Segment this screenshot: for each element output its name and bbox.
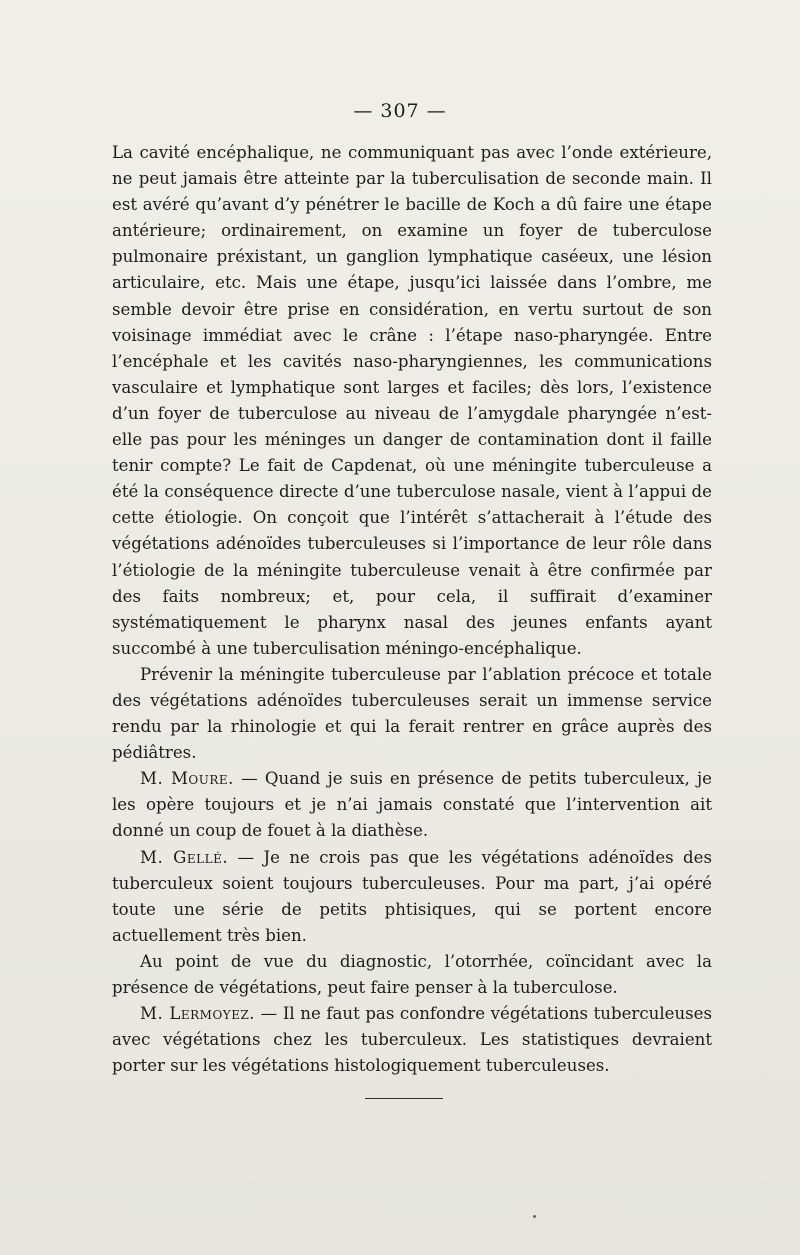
section-rule bbox=[365, 1098, 443, 1099]
speaker-name: M. Moure. bbox=[140, 769, 234, 789]
body-text bbox=[112, 140, 712, 1079]
paragraph-gelle bbox=[112, 845, 712, 949]
speaker-text: — Quand je suis en présence de petits tuberculeux, je les opère toujours et je n’ai jamais constaté que l’intervention ait donné un coup de fouet à la diathèse. bbox=[112, 769, 712, 841]
speaker-name: M. Lermoyez. bbox=[140, 1004, 256, 1024]
speaker-text: — Je ne crois pas que les végétations adénoïdes des tuberculeux soient toujours tuberculeuses. Pour ma part, j’ai opéré toute une série de petits phtisiques, qui se portent encore actuellement très bien. bbox=[112, 847, 712, 945]
page-number: — 307 — bbox=[353, 100, 447, 122]
speaker-name: M. Gellé. bbox=[140, 847, 229, 867]
paragraph-prevenir: Prévenir la méningite tuberculeuse par l’ablation précoce et totale des végétations adénoïdes tuberculeuses serait un immense service rendu par la rhinologie et qui la ferait rentrer en grâce auprès des pédiâtres. bbox=[112, 664, 712, 763]
paragraph-moure bbox=[112, 766, 712, 844]
paragraph-lermoyez bbox=[112, 1001, 712, 1079]
paragraph-cavite: La cavité encéphalique, ne communiquant pas avec l’onde extérieure, ne peut jamais être atteinte par la tuberculisation de seconde main. Il est avéré qu’avant d’y pénétrer le bacille de Koch a dû faire une étape antérieure; ordinairement, on examine un foyer de tuberculose pulmonaire préxistant, un ganglion lymphatique caséeux, une lésion articulaire, etc. Mais une étape, jusqu’ici laissée dans l’ombre, me semble devoir être prise en considération, en vertu surtout de son voisinage immédiat avec le crâne : l’étape naso-pharyngée. Entre l’encéphale et les cavités naso-pharyngiennes, les communications vasculaire et lymphatique sont larges et faciles; dès lors, l’existence d’un foyer de tuberculose au niveau de l’amygdale pharyngée n’est-elle pas pour les méninges un danger de contamination dont il faille tenir compte? Le fait de Capdenat, où une méningite tuberculeuse a été la conséquence directe d’une tuberculose nasale, vient à l’appui de cette étiologie. On conçoit que l’intérêt s’attacherait à l’étude des végétations adénoïdes tuberculeuses si l’importance de leur rôle dans l’étiologie de la méningite tuberculeuse venait à être confirmée par des faits nombreux; et, pour cela, il suffirait d’examiner systématiquement le pharynx nasal des jeunes enfants ayant succombé à une tuberculisation méningo-encéphalique. bbox=[112, 143, 712, 658]
paper-speck bbox=[533, 1215, 536, 1218]
paragraph-diagnostic: Au point de vue du diagnostic, l’otorrhée, coïncidant avec la présence de végétations, peut faire penser à la tuberculose. bbox=[112, 951, 712, 997]
speaker-text: — Il ne faut pas confondre végétations tuberculeuses avec végétations chez les tuberculeux. Les statistiques devraient porter sur les végétations histologiquement tuberculeuses. bbox=[112, 1004, 712, 1076]
